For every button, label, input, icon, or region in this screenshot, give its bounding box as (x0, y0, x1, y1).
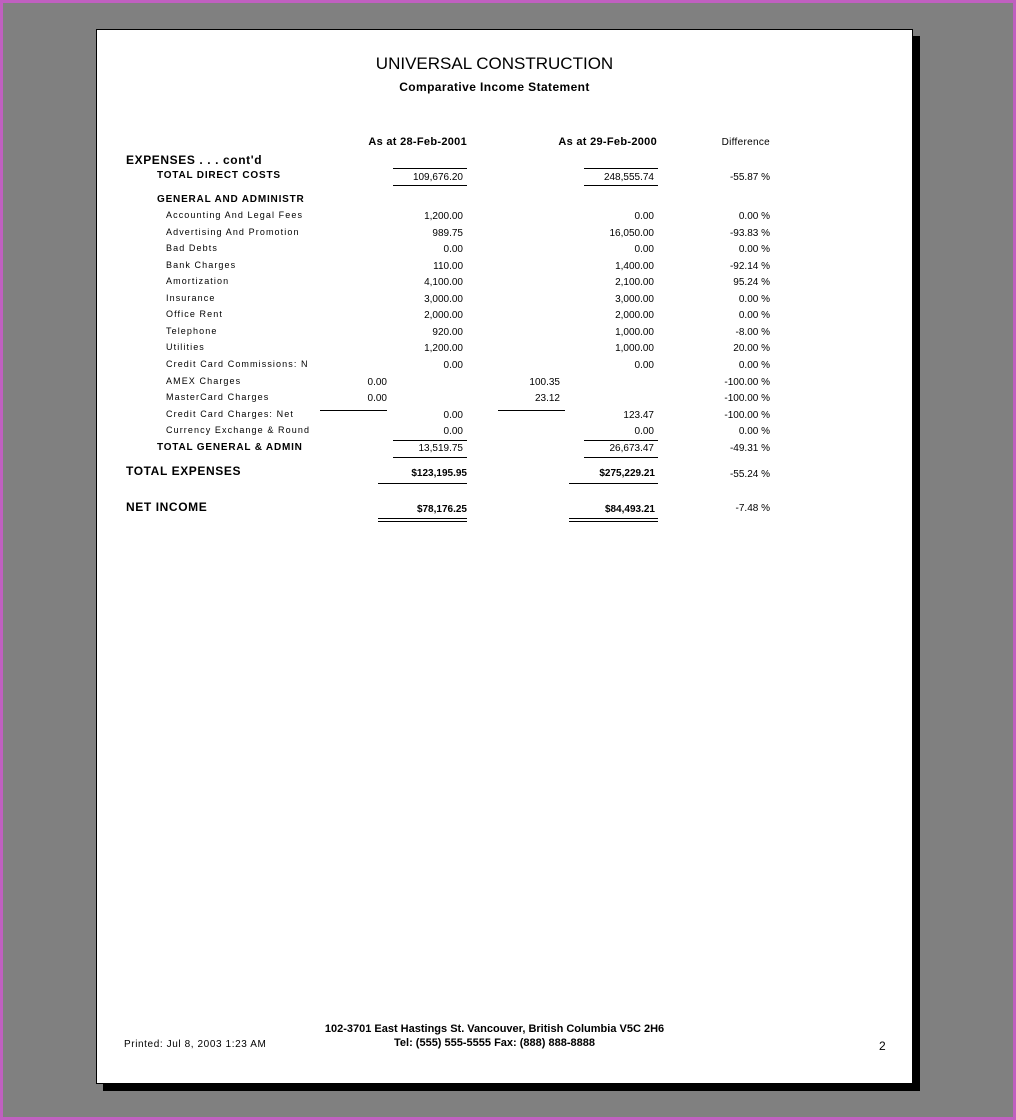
double-rule-net-prior (569, 518, 658, 522)
total-expenses-prior: $275,229.21 (599, 468, 655, 479)
row-prior: 16,050.00 (609, 228, 654, 239)
row-sub-current: 0.00 (367, 377, 387, 388)
row-label: MasterCard Charges (166, 392, 270, 402)
printed-timestamp: Printed: Jul 8, 2003 1:23 AM (124, 1039, 267, 1050)
row-label: Utilities (166, 342, 205, 352)
row-prior: 3,000.00 (615, 294, 654, 305)
rule-subitems-current (320, 410, 387, 411)
row-diff: -100.00 % (724, 377, 770, 388)
column-header-difference: Difference (721, 137, 770, 148)
row-current: 1,200.00 (424, 211, 463, 222)
row-current: 920.00 (432, 327, 463, 338)
row-label: Amortization (166, 276, 230, 286)
row-prior: 0.00 (634, 244, 654, 255)
page-number: 2 (879, 1039, 886, 1053)
row-prior: 2,000.00 (615, 310, 654, 321)
rule-direct-current-bottom (393, 185, 467, 186)
footer-contact: Tel: (555) 555-5555 Fax: (888) 888-8888 (394, 1037, 595, 1049)
row-diff: 95.24 % (733, 277, 770, 288)
rule-expenses-prior (569, 483, 658, 484)
row-label: Currency Exchange & Round (166, 425, 311, 435)
row-diff: 0.00 % (738, 294, 770, 305)
row-prior: 1,000.00 (615, 327, 654, 338)
expenses-heading (126, 153, 262, 167)
column-header-prior: As at 29-Feb-2000 (558, 136, 657, 148)
rule-direct-prior-bottom (584, 185, 658, 186)
rule-direct-current-top (393, 168, 467, 169)
rule-ga-current-bottom (393, 457, 467, 458)
total-expenses-diff: -55.24 % (729, 469, 770, 480)
expenses-heading-text: EXPENSES . . . cont'd (126, 153, 263, 167)
row-prior: 123.47 (623, 410, 654, 421)
net-income-diff: -7.48 % (735, 503, 770, 514)
row-current: 3,000.00 (424, 294, 463, 305)
row-current: 989.75 (432, 228, 463, 239)
rule-subitems-prior (498, 410, 565, 411)
row-current: 1,200.00 (424, 343, 463, 354)
row-prior: 0.00 (634, 211, 654, 222)
total-ga-label: TOTAL GENERAL & ADMIN (157, 442, 303, 453)
row-current: 0.00 (443, 244, 463, 255)
row-sub-prior: 23.12 (534, 393, 560, 404)
row-label: Insurance (166, 293, 216, 303)
row-prior: 0.00 (634, 426, 654, 437)
row-current: 110.00 (433, 261, 463, 272)
row-diff: 0.00 % (738, 244, 770, 255)
total-direct-costs-current: 109,676.20 (412, 172, 463, 183)
rule-ga-prior-bottom (584, 457, 658, 458)
row-label: Advertising And Promotion (166, 227, 300, 237)
row-diff: -8.00 % (735, 327, 770, 338)
total-direct-costs-diff: -55.87 % (729, 172, 770, 183)
row-current: 4,100.00 (424, 277, 463, 288)
double-rule-net-current (378, 518, 467, 522)
rule-ga-current-top (393, 440, 467, 441)
total-direct-costs-prior: 248,555.74 (603, 172, 654, 183)
total-ga-current: 13,519.75 (418, 443, 463, 454)
rule-ga-prior-top (584, 440, 658, 441)
row-label: Accounting And Legal Fees (166, 210, 304, 220)
report-page (96, 29, 913, 1084)
total-ga-diff: -49.31 % (729, 443, 770, 454)
row-label: AMEX Charges (166, 376, 242, 386)
row-diff: -92.14 % (729, 261, 770, 272)
footer-address: 102-3701 East Hastings St. Vancouver, British Columbia V5C 2H6 (324, 1023, 665, 1035)
net-income-current: $78,176.25 (416, 504, 467, 515)
row-diff: 0.00 % (738, 310, 770, 321)
row-label: Bad Debts (166, 243, 218, 253)
row-current: 0.00 (443, 410, 463, 421)
row-label: Office Rent (166, 309, 223, 319)
ga-heading: GENERAL AND ADMINISTR (157, 194, 305, 205)
row-sub-prior: 100.35 (529, 377, 560, 388)
row-current: 2,000.00 (424, 310, 463, 321)
row-prior: 1,400.00 (615, 261, 654, 272)
total-ga-prior: 26,673.47 (609, 443, 654, 454)
row-diff: -100.00 % (724, 410, 770, 421)
row-label: Bank Charges (166, 260, 237, 270)
total-expenses-label: TOTAL EXPENSES (126, 464, 242, 478)
row-current: 0.00 (443, 360, 463, 371)
row-prior: 2,100.00 (615, 277, 654, 288)
net-income-label: NET INCOME (126, 500, 208, 514)
rule-expenses-current (378, 483, 467, 484)
row-diff: -100.00 % (724, 393, 770, 404)
row-diff: 0.00 % (738, 426, 770, 437)
row-sub-current: 0.00 (367, 393, 387, 404)
net-income-prior: $84,493.21 (604, 504, 655, 515)
company-name: UNIVERSAL CONSTRUCTION (375, 54, 614, 73)
row-diff: 0.00 % (738, 360, 770, 371)
report-subtitle: Comparative Income Statement (399, 80, 590, 94)
row-current: 0.00 (443, 426, 463, 437)
total-direct-costs-label: TOTAL DIRECT COSTS (157, 170, 281, 181)
row-label: Telephone (166, 326, 218, 336)
row-label: Credit Card Commissions: N (166, 359, 309, 369)
total-expenses-current: $123,195.95 (411, 468, 467, 479)
row-prior: 1,000.00 (615, 343, 654, 354)
row-diff: 20.00 % (733, 343, 770, 354)
row-diff: 0.00 % (738, 211, 770, 222)
column-header-current: As at 28-Feb-2001 (368, 136, 467, 148)
row-prior: 0.00 (634, 360, 654, 371)
row-label: Credit Card Charges: Net (166, 409, 294, 419)
rule-direct-prior-top (584, 168, 658, 169)
row-diff: -93.83 % (729, 228, 770, 239)
